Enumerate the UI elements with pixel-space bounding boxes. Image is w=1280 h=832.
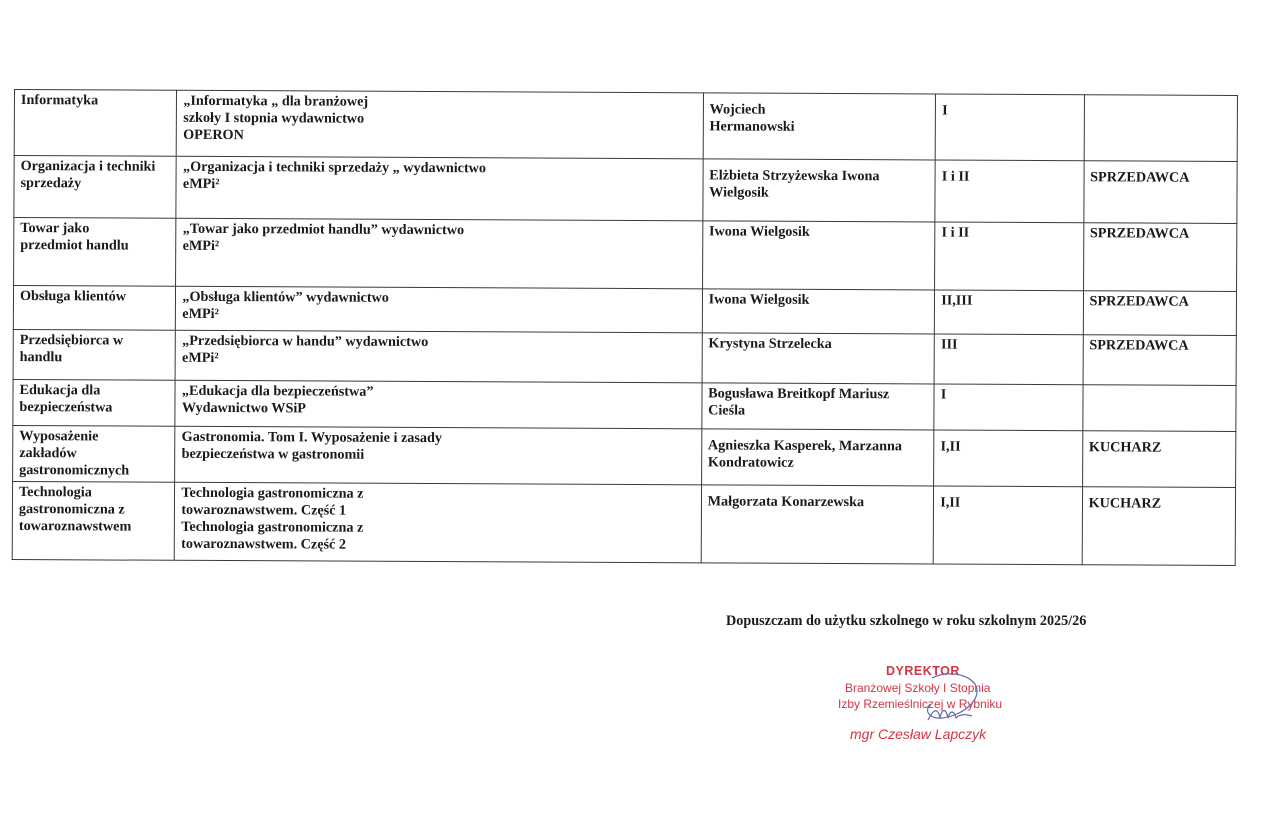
subject-cell: Obsługa klientów bbox=[13, 286, 176, 331]
textbook-table bbox=[12, 89, 1238, 566]
profession-cell bbox=[1082, 385, 1236, 432]
profession-cell: SPRZEDAWCA bbox=[1083, 335, 1237, 386]
textbook-cell: „Towar jako przedmiot handlu” wydawnictwo eMPi² bbox=[176, 218, 703, 289]
grade-cell: I,II bbox=[933, 486, 1082, 565]
subject-cell: Wyposażenie zakładów gastronomicznych bbox=[13, 425, 176, 482]
subject-cell: Towar jako przedmiot handlu bbox=[14, 218, 177, 287]
table-row bbox=[13, 379, 1236, 431]
profession-cell: SPRZEDAWCA bbox=[1083, 223, 1237, 292]
stamp-director-name: mgr Czesław Lapczyk bbox=[850, 726, 987, 742]
profession-cell: KUCHARZ bbox=[1082, 431, 1236, 488]
textbook-cell: „Obsługa klientów” wydawnictwo eMPi² bbox=[176, 286, 702, 333]
subject-cell: Informatyka bbox=[14, 90, 177, 157]
author-cell: Małgorzata Konarzewska bbox=[701, 485, 934, 564]
table-row bbox=[14, 90, 1237, 162]
stamp-school-line: Branżowej Szkoły I Stopnia bbox=[845, 681, 991, 695]
profession-cell: SPRZEDAWCA bbox=[1083, 161, 1237, 224]
textbook-cell: „Przedsiębiorca w handu” wydawnictwo eMPi² bbox=[175, 330, 702, 383]
grade-cell: III bbox=[934, 334, 1083, 385]
subject-cell: Technologia gastronomiczna z towaroznawstwem bbox=[12, 481, 175, 560]
author-cell: Bogusława Breitkopf Mariusz Cieśla bbox=[702, 383, 935, 430]
table-row bbox=[13, 329, 1236, 385]
textbook-cell: „Organizacja i techniki sprzedaży „ wydawnictwo eMPi² bbox=[176, 156, 703, 221]
grade-cell: I bbox=[935, 94, 1084, 161]
subject-cell: Organizacja i techniki sprzedaży bbox=[14, 156, 177, 219]
profession-cell bbox=[1084, 95, 1238, 162]
table-row bbox=[13, 425, 1236, 487]
grade-cell: I i II bbox=[935, 160, 1084, 223]
grade-cell: I,II bbox=[934, 430, 1083, 487]
textbook-cell: Gastronomia. Tom I. Wyposażenie i zasady bezpieczeństwa w gastronomii bbox=[175, 426, 702, 485]
grade-cell: I bbox=[934, 384, 1083, 431]
author-cell: Krystyna Strzelecka bbox=[702, 333, 935, 384]
stamp-title: DYREKTOR bbox=[886, 664, 960, 678]
table-row bbox=[12, 481, 1235, 565]
director-stamp bbox=[830, 660, 1030, 750]
subject-cell: Przedsiębiorca w handlu bbox=[13, 329, 176, 380]
textbook-cell: Technologia gastronomiczna z towaroznawstwem. Część 1 Technologia gastronomiczna z towaroznawstwem. Część 2 bbox=[175, 482, 702, 563]
author-cell: Wojciech Hermanowski bbox=[703, 93, 936, 160]
author-cell: Elżbieta Strzyżewska Iwona Wielgosik bbox=[703, 159, 936, 222]
table-row bbox=[14, 218, 1237, 292]
textbook-cell: „Edukacja dla bezpieczeństwa” Wydawnictwo WSiP bbox=[175, 380, 701, 429]
author-cell: Iwona Wielgosik bbox=[702, 221, 935, 290]
textbook-cell: „Informatyka „ dla branżowej szkoły I stopnia wydawnictwo OPERON bbox=[177, 90, 704, 159]
subject-cell: Edukacja dla bezpieczeństwa bbox=[13, 379, 176, 426]
table-row bbox=[13, 286, 1236, 336]
author-cell: Agnieszka Kasperek, Marzanna Kondratowicz bbox=[701, 429, 934, 486]
author-cell: Iwona Wielgosik bbox=[702, 289, 935, 334]
grade-cell: II,III bbox=[935, 290, 1084, 335]
table-row bbox=[14, 156, 1237, 224]
stamp-chamber-line: Izby Rzemieślniczej w Rybniku bbox=[838, 697, 1003, 711]
profession-cell: KUCHARZ bbox=[1082, 487, 1236, 566]
profession-cell: SPRZEDAWCA bbox=[1083, 291, 1237, 336]
grade-cell: I i II bbox=[935, 222, 1084, 291]
approval-statement: Dopuszczam do użytku szkolnego w roku szkolnym 2025/26 bbox=[726, 613, 1087, 629]
